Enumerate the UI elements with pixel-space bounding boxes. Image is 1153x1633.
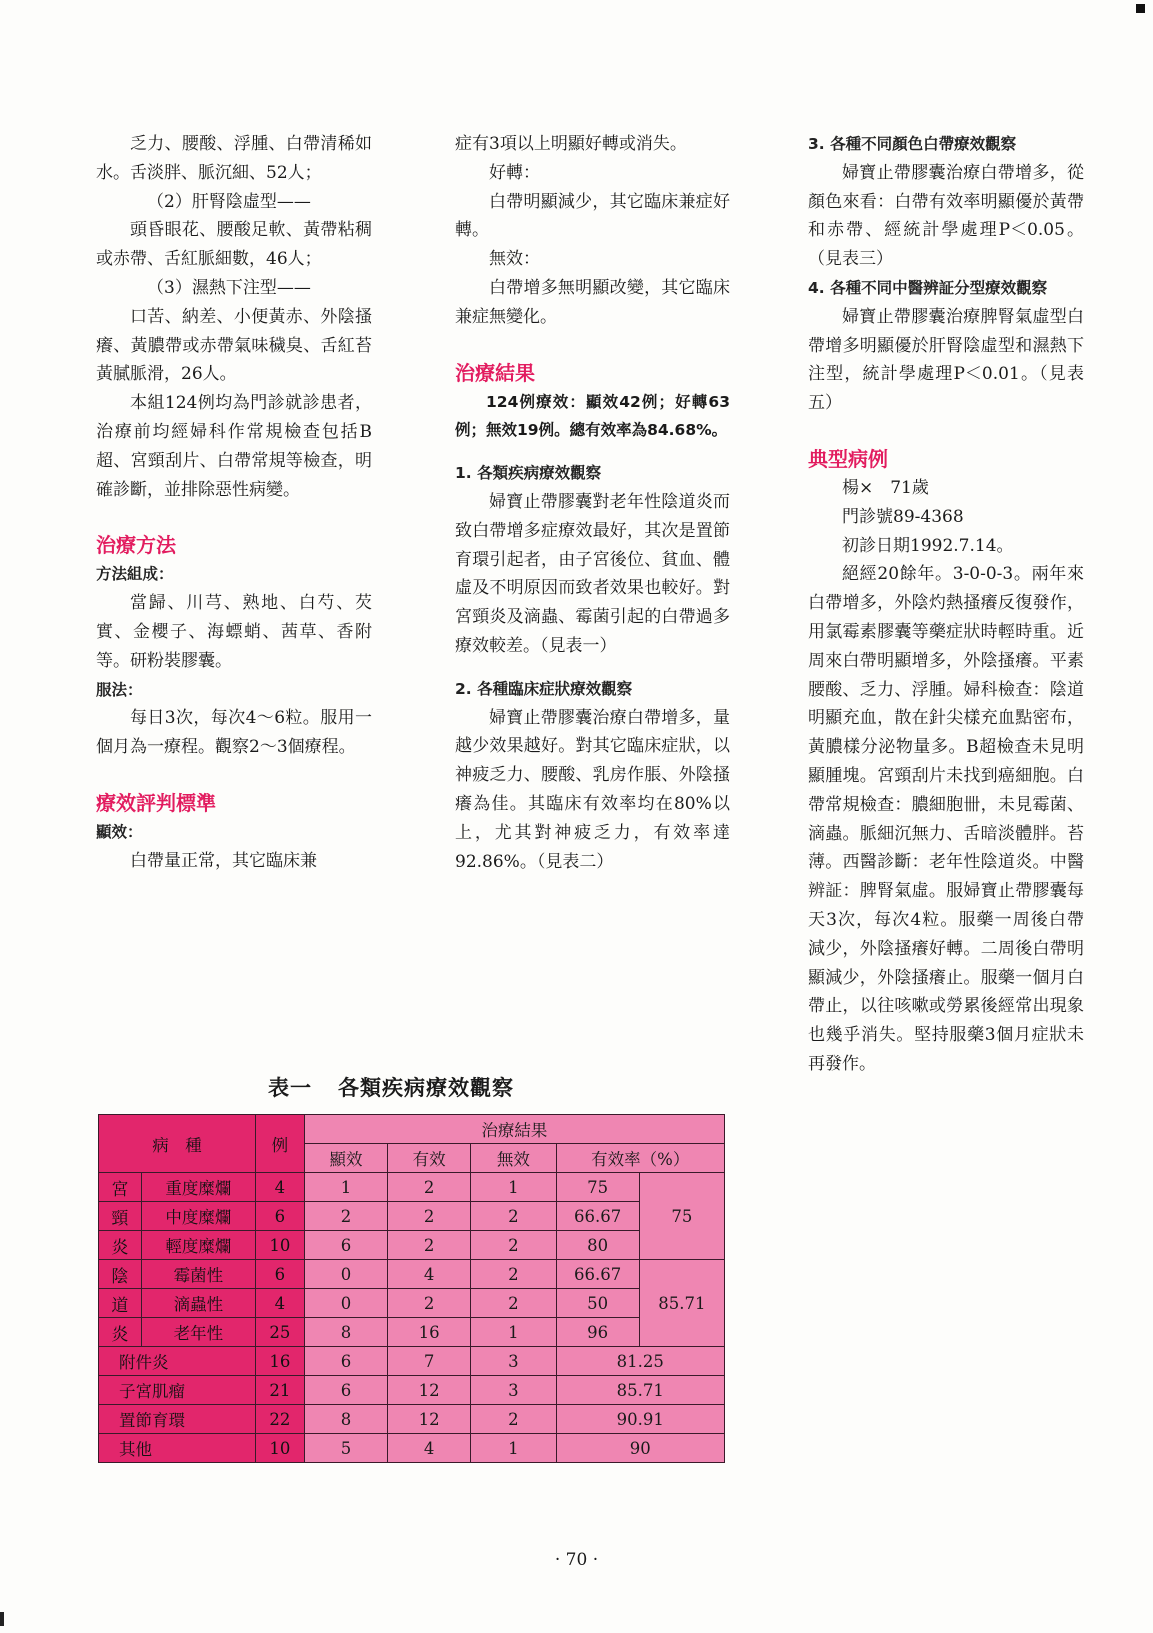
cell-cases: 16 [256, 1347, 305, 1376]
cell-marked: 6 [304, 1231, 387, 1260]
cell-marked: 6 [304, 1376, 387, 1405]
cell-rate: 66.67 [556, 1260, 639, 1289]
cell-none: 2 [471, 1405, 556, 1434]
cell-cases: 4 [256, 1173, 305, 1202]
disease-name: 重度糜爛 [141, 1173, 255, 1202]
cell-marked: 5 [304, 1434, 387, 1463]
cell-marked: 8 [304, 1405, 387, 1434]
header-result: 治療結果 [304, 1115, 724, 1144]
paragraph: 症有3項以上明顯好轉或消失。 [455, 134, 687, 154]
disease-name: 其他 [99, 1434, 256, 1463]
group-label: 炎 [99, 1318, 142, 1347]
header-none: 無效 [471, 1144, 556, 1173]
group-label: 陰 [99, 1260, 142, 1289]
paragraph: 婦寶止帶膠囊對老年性陰道炎而致白帶增多症療效最好，其次是置節育環引起者，由子宮後位、貧血、體虛及不明原因而致者效果也較好。對宮頸炎及滴蟲、霉菌引起的白帶過多療效較差。（見表一） [455, 491, 730, 656]
column-3 [808, 130, 1084, 1079]
disease-name: 霉菌性 [141, 1260, 255, 1289]
paragraph: 白帶量正常，其它臨床兼 [130, 850, 317, 871]
paragraph: 當歸、川芎、熟地、白芍、芡實、金櫻子、海螵蛸、茜草、香附等。研粉裝膠囊。 [96, 593, 372, 671]
cell-cases: 6 [256, 1202, 305, 1231]
paragraph: 每日3次，每次4～6粒。服用一個月為一療程。觀察2～3個療程。 [96, 708, 372, 758]
header-rate: 有效率（%） [556, 1144, 725, 1173]
cell-rate: 90.91 [556, 1405, 725, 1434]
subheading: 2. 各種臨床症狀療效觀察 [455, 679, 633, 698]
cell-cases: 4 [256, 1289, 305, 1318]
section-heading: 療效評判標準 [96, 790, 216, 815]
cell-none: 2 [471, 1231, 556, 1260]
cell-none: 3 [471, 1347, 556, 1376]
cell-marked: 0 [304, 1260, 387, 1289]
table-row [99, 1231, 725, 1260]
table-row [99, 1289, 725, 1318]
table-row [99, 1405, 725, 1434]
cell-effective: 12 [388, 1376, 471, 1405]
cell-cases: 6 [256, 1260, 305, 1289]
scan-edge-mark [0, 1612, 4, 1626]
header-disease: 病 種 [99, 1115, 256, 1173]
cell-none: 3 [471, 1376, 556, 1405]
subheading: 3. 各種不同顏色白帶療效觀察 [808, 135, 1017, 153]
group-subtotal: 85.71 [639, 1260, 724, 1347]
column-1 [96, 130, 372, 876]
cell-rate: 81.25 [556, 1347, 725, 1376]
disease-name: 子宮肌瘤 [99, 1376, 256, 1405]
cell-effective: 4 [388, 1434, 471, 1463]
table-row [99, 1376, 725, 1405]
section-heading: 治療方法 [96, 533, 176, 558]
header-cases: 例 [256, 1115, 305, 1173]
page-number: · 70 · [554, 1550, 599, 1570]
group-label: 炎 [99, 1231, 142, 1260]
disease-name: 老年性 [141, 1318, 255, 1347]
cell-effective: 16 [388, 1318, 471, 1347]
table-row [99, 1347, 725, 1376]
cell-cases: 22 [256, 1405, 305, 1434]
results-summary: 124例療效：顯效42例；好轉63例；無效19例。總有效率為84.68%。 [455, 392, 730, 440]
subheading: 4. 各種不同中醫辨証分型療效觀察 [808, 278, 1048, 297]
cell-none: 2 [471, 1202, 556, 1231]
cell-rate: 96 [556, 1318, 639, 1347]
cell-cases: 10 [256, 1434, 305, 1463]
paragraph: （3）濕熱下注型—— [147, 277, 311, 298]
group-label: 頸 [99, 1202, 142, 1231]
paragraph: 好轉： [489, 162, 540, 183]
paragraph: 婦寶止帶膠囊治療白帶增多，從顏色來看：白帶有效率明顯優於黃帶和赤帶、經統計學處理P＜0.05。（見表三） [808, 162, 1084, 270]
subheading: 服法： [96, 680, 143, 699]
cell-effective: 2 [388, 1173, 471, 1202]
disease-name: 附件炎 [99, 1347, 256, 1376]
table-number: 表一 [268, 1076, 312, 1100]
subheading: 1. 各類疾病療效觀察 [455, 464, 602, 483]
section-heading: 治療結果 [455, 360, 535, 385]
cell-rate: 75 [556, 1173, 639, 1202]
cell-cases: 10 [256, 1231, 305, 1260]
disease-name: 置節育環 [99, 1405, 256, 1434]
cell-effective: 4 [388, 1260, 471, 1289]
table-name: 各類疾病療效觀察 [338, 1076, 514, 1100]
cell-marked: 1 [304, 1173, 387, 1202]
paragraph: 白帶明顯減少，其它臨床兼症好轉。 [455, 191, 730, 241]
cell-cases: 25 [256, 1318, 305, 1347]
table-row [99, 1202, 725, 1231]
cell-effective: 7 [388, 1347, 471, 1376]
cell-marked: 6 [304, 1347, 387, 1376]
cell-marked: 2 [304, 1202, 387, 1231]
paragraph: 本組124例均為門診就診患者，治療前均經婦科作常規檢查包括B超、宮頸刮片、白帶常規等檢查，明確診斷，並排除惡性病變。 [96, 393, 372, 500]
group-subtotal: 75 [639, 1173, 724, 1260]
table-row [99, 1434, 725, 1463]
paragraph: （2）肝腎陰虛型—— [147, 191, 311, 212]
cell-effective: 2 [388, 1289, 471, 1318]
disease-name: 中度糜爛 [141, 1202, 255, 1231]
paragraph: 婦寶止帶膠囊治療白帶增多，量越少效果越好。對其它臨床症狀，以神疲乏力、腰酸、乳房作脹、外陰搔癢為佳。其臨床有效率均在80%以上，尤其對神疲乏力，有效率達92.86%。（見表二） [455, 707, 730, 872]
cell-cases: 21 [256, 1376, 305, 1405]
paragraph: 無效： [489, 249, 540, 270]
cell-effective: 2 [388, 1202, 471, 1231]
cell-none: 1 [471, 1173, 556, 1202]
paragraph: 頭昏眼花、腰酸足軟、黃帶粘稠或赤帶、舌紅脈細數，46人； [96, 220, 372, 270]
paragraph: 婦寶止帶膠囊治療脾腎氣虛型白帶增多明顯優於肝腎陰虛型和濕熱下注型，統計學處理P＜0.01。（見表五） [808, 306, 1084, 414]
cell-rate: 80 [556, 1231, 639, 1260]
cell-none: 1 [471, 1318, 556, 1347]
table-row [99, 1318, 725, 1347]
case-line: 門診號89-4368 [842, 506, 964, 527]
cell-marked: 0 [304, 1289, 387, 1318]
cell-none: 2 [471, 1260, 556, 1289]
paragraph: 白帶增多無明顯改變，其它臨床兼症無變化。 [455, 277, 730, 327]
cell-rate: 66.67 [556, 1202, 639, 1231]
paragraph: 乏力、腰酸、浮腫、白帶清稀如水。舌淡胖、脈沉細、52人； [96, 134, 372, 183]
cell-none: 2 [471, 1289, 556, 1318]
scan-corner-mark [1136, 4, 1145, 13]
paragraph: 絕經20餘年。3-0-0-3。兩年來白帶增多，外陰灼熱搔癢反復發作，用氯霉素膠囊等藥症狀時輕時重。近周來白帶明顯增多，外陰搔癢。平素腰酸、乏力、浮腫。婦科檢查：陰道明顯充血，散在針尖樣充血點密布，黃膿樣分泌物量多。B超檢查未見明顯腫塊。宮頸刮片未找到癌細胞。白帶常規檢查：膿細胞卌，未見霉菌、滴蟲。脈細沉無力、舌暗淡體胖。苔薄。西醫診斷：老年性陰道炎。中醫辨証：脾腎氣虛。服婦寶止帶膠囊每天3次，每次4粒。服藥一周後白帶減少，外陰搔癢好轉。二周後白帶明顯減少，外陰搔癢止。服藥一個月白帶止，以往咳嗽或勞累後經常出現象也幾乎消失。堅持服藥3個月症狀未再發作。 [808, 564, 1084, 1074]
subheading: 方法組成： [96, 565, 174, 584]
cell-effective: 2 [388, 1231, 471, 1260]
cell-none: 1 [471, 1434, 556, 1463]
group-label: 道 [99, 1289, 142, 1318]
cell-marked: 8 [304, 1318, 387, 1347]
table-row [99, 1260, 725, 1289]
paragraph: 口苦、納差、小便黃赤、外陰搔癢、黃膿帶或赤帶氣味穢臭、舌紅苔黃膩脈滑，26人。 [96, 306, 372, 385]
cell-rate: 50 [556, 1289, 639, 1318]
efficacy-table [98, 1114, 725, 1463]
group-label: 宮 [99, 1173, 142, 1202]
disease-name: 滴蟲性 [141, 1289, 255, 1318]
cell-rate: 90 [556, 1434, 725, 1463]
section-heading: 典型病例 [808, 446, 888, 471]
disease-name: 輕度糜爛 [141, 1231, 255, 1260]
cell-effective: 12 [388, 1405, 471, 1434]
column-2 [455, 130, 730, 876]
header-effective: 有效 [388, 1144, 471, 1173]
table-row [99, 1173, 725, 1202]
header-marked: 顯效 [304, 1144, 387, 1173]
cell-rate: 85.71 [556, 1376, 725, 1405]
case-line: 初診日期1992.7.14。 [842, 535, 1014, 556]
case-line: 楊× 71歲 [842, 477, 929, 498]
subheading: 顯效： [96, 822, 143, 841]
table-title [268, 1072, 514, 1102]
